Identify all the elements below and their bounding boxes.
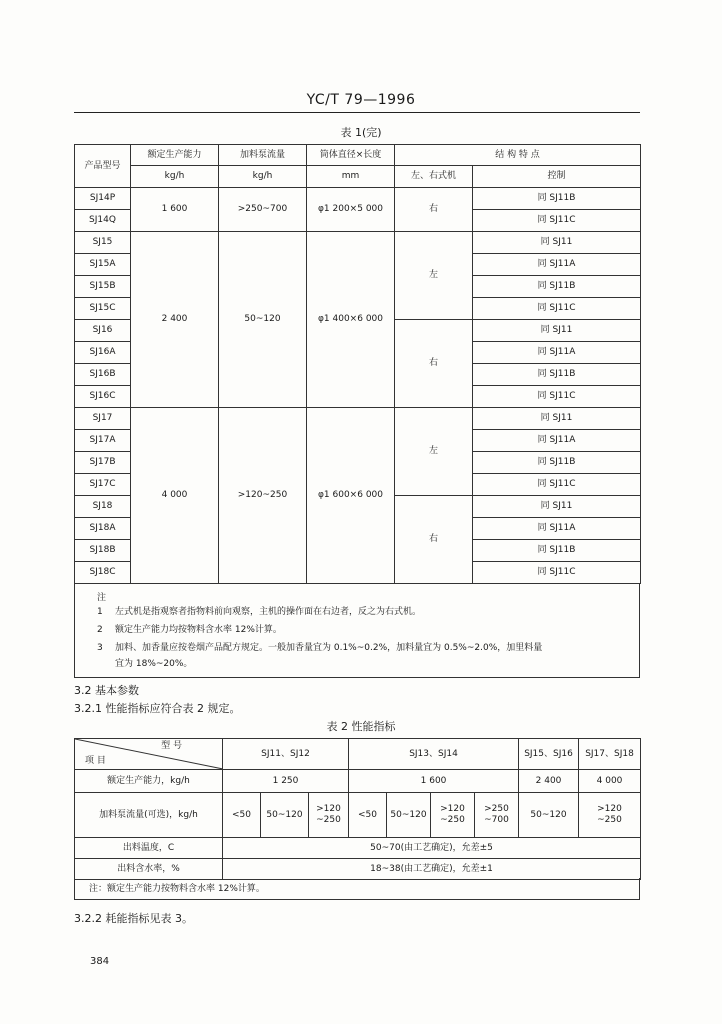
control-cell: 同 SJ11 bbox=[473, 496, 641, 518]
control-cell: 同 SJ11B bbox=[473, 276, 641, 298]
value-cell: 50~70(由工艺确定)，允差±5 bbox=[223, 838, 641, 859]
value-cell bbox=[579, 793, 641, 838]
control-cell: 同 SJ11 bbox=[473, 232, 641, 254]
corner-cell bbox=[75, 739, 223, 770]
size-cell: φ1 600×6 000 bbox=[307, 408, 395, 584]
corner-type-label: 型 号 bbox=[161, 741, 182, 751]
model-cell: SJ18B bbox=[75, 540, 131, 562]
side-cell: 右 bbox=[395, 496, 473, 584]
model-cell: SJ14P bbox=[75, 188, 131, 210]
standard-number: YC/T 79—1996 bbox=[306, 92, 416, 108]
model-cell: SJ18C bbox=[75, 562, 131, 584]
model-cell: SJ17A bbox=[75, 430, 131, 452]
model-cell: SJ15A bbox=[75, 254, 131, 276]
value-cell: 50~120 bbox=[387, 793, 431, 838]
note-item bbox=[97, 624, 627, 637]
col-head: SJ15、SJ16 bbox=[519, 739, 579, 770]
note-number: 2 bbox=[97, 625, 103, 635]
feed-cell: >120~250 bbox=[219, 408, 307, 584]
range-start: >120 bbox=[440, 804, 465, 815]
th-size-unit: mm bbox=[307, 166, 395, 188]
value-cell bbox=[431, 793, 475, 838]
th-control: 控制 bbox=[473, 166, 641, 188]
range-start: >120 bbox=[597, 804, 622, 815]
control-cell: 同 SJ11B bbox=[473, 540, 641, 562]
control-cell: 同 SJ11B bbox=[473, 188, 641, 210]
row-label: 出料含水率，% bbox=[75, 859, 223, 880]
side-cell: 左 bbox=[395, 232, 473, 320]
table1-caption: 表 1(完) bbox=[340, 126, 382, 139]
th-model: 产品型号 bbox=[75, 145, 131, 188]
note-item bbox=[97, 606, 627, 619]
range-start: >120 bbox=[316, 804, 341, 815]
model-cell: SJ16B bbox=[75, 364, 131, 386]
section-3-2: 3.2 基本参数 bbox=[74, 684, 139, 697]
model-cell: SJ18 bbox=[75, 496, 131, 518]
table2-note: 注：额定生产能力按物料含水率 12%计算。 bbox=[74, 878, 640, 900]
section-3-2-2: 3.2.2 耗能指标见表 3。 bbox=[74, 912, 193, 925]
size-cell: φ1 400×6 000 bbox=[307, 232, 395, 408]
note-text: 左式机是指观察者指物料前向观察，主机的操作面在右边者，反之为右式机。 bbox=[115, 607, 422, 617]
control-cell: 同 SJ11B bbox=[473, 364, 641, 386]
header-rule bbox=[74, 112, 640, 113]
control-cell: 同 SJ11A bbox=[473, 518, 641, 540]
side-cell: 右 bbox=[395, 320, 473, 408]
capacity-cell: 1 600 bbox=[131, 188, 219, 232]
value-cell: 4 000 bbox=[579, 770, 641, 793]
th-size: 筒体直径×长度 bbox=[307, 145, 395, 166]
col-head: SJ17、SJ18 bbox=[579, 739, 641, 770]
model-cell: SJ15B bbox=[75, 276, 131, 298]
model-cell: SJ16A bbox=[75, 342, 131, 364]
value-cell: 50~120 bbox=[519, 793, 579, 838]
control-cell: 同 SJ11C bbox=[473, 386, 641, 408]
model-cell: SJ17C bbox=[75, 474, 131, 496]
range-end: ~700 bbox=[484, 815, 509, 825]
capacity-cell: 4 000 bbox=[131, 408, 219, 584]
th-structure: 结 构 特 点 bbox=[395, 145, 641, 166]
th-capacity: 额定生产能力 bbox=[131, 145, 219, 166]
range-end: ~250 bbox=[440, 815, 465, 825]
side-cell: 右 bbox=[395, 188, 473, 232]
row-label: 加料泵流量(可选)，kg/h bbox=[75, 793, 223, 838]
page-number: 384 bbox=[90, 956, 110, 967]
model-cell: SJ15C bbox=[75, 298, 131, 320]
row-label: 出料温度，C bbox=[75, 838, 223, 859]
table1 bbox=[74, 144, 641, 584]
note-text: 宜为 18%~20%。 bbox=[115, 659, 193, 669]
control-cell: 同 SJ11C bbox=[473, 474, 641, 496]
control-cell: 同 SJ11 bbox=[473, 408, 641, 430]
row-label: 额定生产能力，kg/h bbox=[75, 770, 223, 793]
control-cell: 同 SJ11B bbox=[473, 452, 641, 474]
value-cell: <50 bbox=[349, 793, 387, 838]
section-3-2-1: 3.2.1 性能指标应符合表 2 规定。 bbox=[74, 702, 241, 715]
control-cell: 同 SJ11C bbox=[473, 298, 641, 320]
model-cell: SJ17 bbox=[75, 408, 131, 430]
th-capacity-unit: kg/h bbox=[131, 166, 219, 188]
model-cell: SJ14Q bbox=[75, 210, 131, 232]
col-head: SJ13、SJ14 bbox=[349, 739, 519, 770]
note-number: 1 bbox=[97, 607, 103, 617]
th-feed-unit: kg/h bbox=[219, 166, 307, 188]
model-cell: SJ15 bbox=[75, 232, 131, 254]
col-head: SJ11、SJ12 bbox=[223, 739, 349, 770]
value-cell: 2 400 bbox=[519, 770, 579, 793]
model-cell: SJ16C bbox=[75, 386, 131, 408]
range-end: ~250 bbox=[316, 815, 341, 825]
range-end: ~250 bbox=[597, 815, 622, 825]
feed-cell: 50~120 bbox=[219, 232, 307, 408]
notes-heading: 注 bbox=[97, 593, 107, 603]
side-cell: 左 bbox=[395, 408, 473, 496]
note-text: 额定生产能力均按物料含水率 12%计算。 bbox=[115, 625, 282, 635]
table1-notes bbox=[74, 584, 640, 678]
table2-caption: 表 2 性能指标 bbox=[326, 720, 396, 733]
th-lr: 左、右式机 bbox=[395, 166, 473, 188]
control-cell: 同 SJ11C bbox=[473, 210, 641, 232]
table2 bbox=[74, 738, 641, 880]
corner-item-label: 项 目 bbox=[85, 756, 106, 767]
value-cell: 1 250 bbox=[223, 770, 349, 793]
control-cell: 同 SJ11C bbox=[473, 562, 641, 584]
model-cell: SJ17B bbox=[75, 452, 131, 474]
capacity-cell: 2 400 bbox=[131, 232, 219, 408]
value-cell bbox=[309, 793, 349, 838]
note-item bbox=[97, 642, 627, 655]
size-cell: φ1 200×5 000 bbox=[307, 188, 395, 232]
model-cell: SJ16 bbox=[75, 320, 131, 342]
control-cell: 同 SJ11A bbox=[473, 254, 641, 276]
note-item bbox=[97, 658, 627, 671]
note-number: 3 bbox=[97, 643, 103, 653]
control-cell: 同 SJ11 bbox=[473, 320, 641, 342]
control-cell: 同 SJ11A bbox=[473, 430, 641, 452]
value-cell bbox=[475, 793, 519, 838]
value-cell: 18~38(由工艺确定)，允差±1 bbox=[223, 859, 641, 880]
value-cell: 50~120 bbox=[261, 793, 309, 838]
feed-cell: >250~700 bbox=[219, 188, 307, 232]
range-start: >250 bbox=[484, 804, 509, 815]
model-cell: SJ18A bbox=[75, 518, 131, 540]
th-feed: 加料泵流量 bbox=[219, 145, 307, 166]
value-cell: <50 bbox=[223, 793, 261, 838]
control-cell: 同 SJ11A bbox=[473, 342, 641, 364]
note-text: 加料、加香量应按卷烟产品配方规定。一般加香量宜为 0.1%~0.2%，加料量宜为 0.5%~2.0%，加里料量 bbox=[115, 643, 543, 653]
value-cell: 1 600 bbox=[349, 770, 519, 793]
